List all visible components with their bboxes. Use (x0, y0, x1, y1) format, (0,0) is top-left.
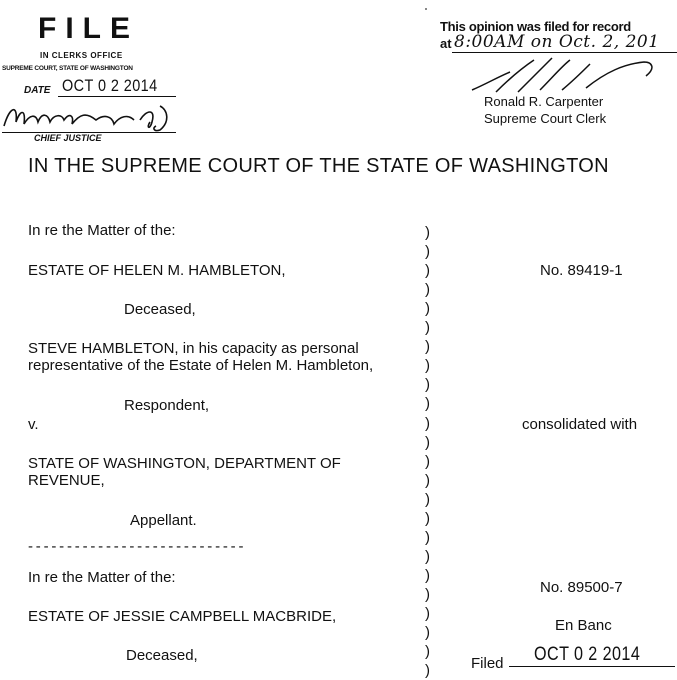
caption-paren: ) (425, 243, 430, 260)
caption-paren: ) (425, 319, 430, 336)
filed-label: Filed (471, 655, 504, 672)
caption-paren: ) (425, 434, 430, 451)
caption-paren: ) (425, 605, 430, 622)
party-line-1: STEVE HAMBLETON, in his capacity as personal (28, 340, 359, 357)
respondent-label: Respondent, (124, 397, 210, 414)
record-handwritten-time: 8:00AM on Oct. 2, 201 (454, 32, 660, 52)
record-notice-at: at (440, 36, 452, 51)
clerk-signature (466, 54, 666, 98)
filed-date: OCT 0 2 2014 (534, 644, 641, 665)
caption-paren: ) (425, 224, 430, 241)
stamp-office: IN CLERKS OFFICE (40, 51, 123, 60)
caption-paren: ) (425, 662, 430, 679)
caption-paren: ) (425, 643, 430, 660)
filed-underline (509, 666, 675, 667)
case-number-1: No. 89419-1 (540, 262, 623, 279)
caption-paren: ) (425, 281, 430, 298)
caption-paren: ) (425, 548, 430, 565)
caption-paren: ) (425, 376, 430, 393)
party-line-2: representative of the Estate of Helen M. Hambleton, (28, 357, 374, 374)
record-notice-line: This opinion was filed for record (440, 19, 631, 34)
caption-paren: ) (425, 472, 430, 489)
clerk-title: Supreme Court Clerk (484, 111, 607, 126)
in-re-matter-1: In re the Matter of the: (28, 222, 176, 239)
caption-paren: ) (425, 529, 430, 546)
deceased-1: Deceased, (124, 301, 196, 318)
chief-justice-signature (0, 100, 185, 134)
consolidated-label: consolidated with (522, 416, 638, 433)
caption-paren: ) (425, 415, 430, 432)
estate-name-1: ESTATE OF HELEN M. HAMBLETON, (28, 262, 286, 279)
caption-paren: ) (425, 338, 430, 355)
clerk-name: Ronald R. Carpenter (484, 94, 604, 109)
stamp-date: OCT 0 2 2014 (62, 76, 158, 95)
case-separator: ---------------------------- (28, 538, 247, 555)
caption-paren: ) (425, 395, 430, 412)
appellant-label: Appellant. (130, 512, 197, 529)
caption-paren: ) (425, 453, 430, 470)
caption-paren: ) (425, 624, 430, 641)
en-banc-label: En Banc (555, 617, 612, 634)
caption-paren: ) (425, 300, 430, 317)
scan-speck (425, 8, 427, 10)
caption-paren: ) (425, 510, 430, 527)
stamp-date-underline (58, 96, 176, 97)
versus: v. (28, 416, 39, 433)
stamp-date-label: DATE (24, 85, 51, 96)
caption-paren: ) (425, 586, 430, 603)
caption-paren: ) (425, 491, 430, 508)
caption-paren: ) (425, 567, 430, 584)
state-line-2: REVENUE, (28, 472, 105, 489)
state-line-1: STATE OF WASHINGTON, DEPARTMENT OF (28, 455, 341, 472)
case-number-2: No. 89500-7 (540, 579, 623, 596)
record-underline (452, 52, 677, 53)
in-re-matter-2: In re the Matter of the: (28, 569, 176, 586)
deceased-2: Deceased, (126, 647, 198, 664)
caption-paren: ) (425, 357, 430, 374)
caption-paren: ) (425, 262, 430, 279)
stamp-title: FILE (38, 12, 139, 45)
record-notice (436, 14, 677, 134)
court-title: IN THE SUPREME COURT OF THE STATE OF WASHINGTON (28, 155, 609, 177)
stamp-court: SUPREME COURT, STATE OF WASHINGTON (2, 65, 133, 72)
stamp-signer-title: CHIEF JUSTICE (34, 133, 102, 143)
estate-name-2: ESTATE OF JESSIE CAMPBELL MACBRIDE, (28, 608, 337, 625)
